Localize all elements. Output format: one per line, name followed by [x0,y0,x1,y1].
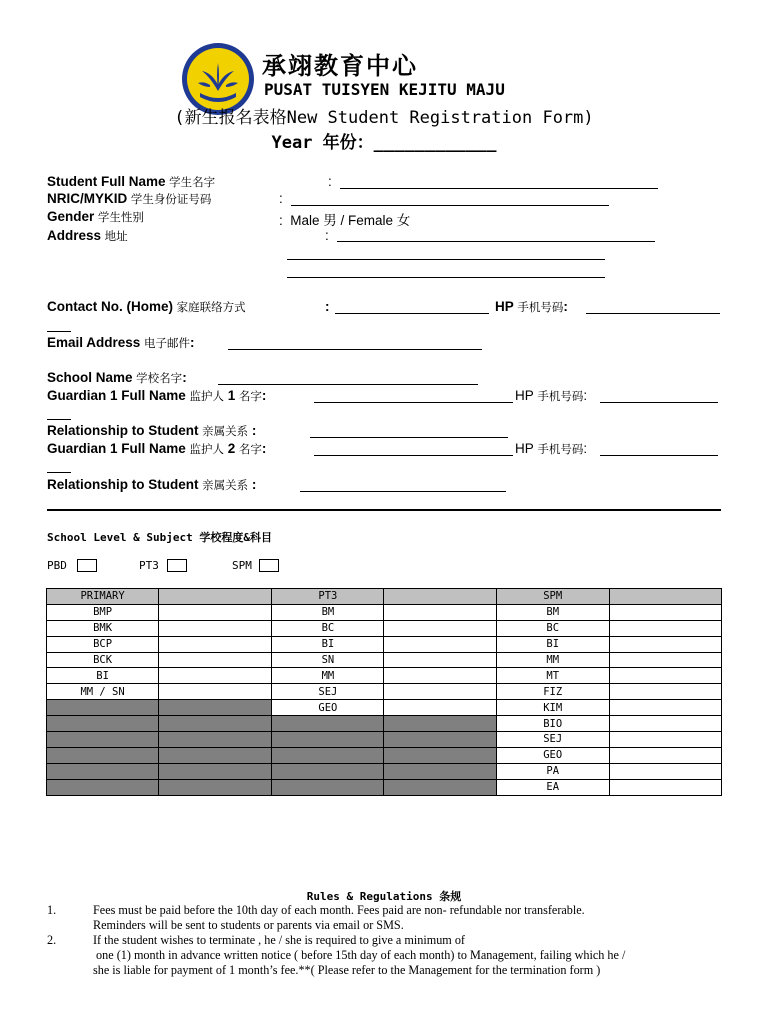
blank-shaded-cell [272,747,384,763]
contact-home-colon: : [325,299,330,314]
hp-field[interactable] [586,313,720,314]
guardian2-name-field[interactable] [314,455,513,456]
blank-shaded-cell [384,779,496,795]
selection-cell[interactable] [159,620,272,636]
table-row [47,716,722,732]
blank-shaded-cell [159,779,272,795]
pt3-subject-cell: SEJ [272,684,384,700]
selection-cell[interactable] [159,652,272,668]
selection-cell[interactable] [609,763,721,779]
selection-cell[interactable] [609,636,721,652]
blank-shaded-cell [272,716,384,732]
blank-shaded-cell [47,732,159,748]
spm-subject-cell: BI [496,636,609,652]
spm-subject-cell: BM [496,604,609,620]
level-section-title: School Level & Subject 学校程度&科目 [47,531,272,544]
selection-cell[interactable] [159,604,272,620]
guardian1-name-field[interactable] [314,402,513,403]
table-row [47,747,722,763]
selection-cell[interactable] [609,779,721,795]
rule-1-line-2: Reminders will be sent to students or parents via email or SMS. [93,918,404,932]
table-row [47,636,722,652]
pt3-checkbox[interactable] [167,559,187,572]
gender-label: Gender 学生性别 [47,209,144,224]
form-title: (新生报名表格New Student Registration Form) [174,108,594,128]
table-row [47,779,722,795]
primary-subject-cell: BI [47,668,159,684]
spm-subject-cell: MM [496,652,609,668]
blank-shaded-cell [47,747,159,763]
selection-cell[interactable] [609,652,721,668]
spm-subject-cell: FIZ [496,684,609,700]
student-name-label: Student Full Name 学生名字 [47,174,216,189]
blank-shaded-cell [47,700,159,716]
selection-cell[interactable] [159,668,272,684]
guardian1-hp-overflow[interactable] [47,419,71,420]
school-name-label: School Name 学校名字: [47,370,187,385]
address-field-line-2[interactable] [287,259,605,260]
table-row [47,652,722,668]
rule-2-line-3: she is liable for payment of 1 month’s fee.**( Please refer to the Management for the termination form ) [93,963,601,977]
primary-subject-cell: BCP [47,636,159,652]
pt3-subject-cell: BM [272,604,384,620]
hp-field-overflow[interactable] [47,331,71,332]
student-name-field[interactable] [340,188,658,189]
blank-shaded-cell [47,763,159,779]
primary-subject-cell: BCK [47,652,159,668]
selection-cell[interactable] [159,684,272,700]
address-field-line-1[interactable] [337,241,655,242]
table-header-cell [159,589,272,605]
selection-cell[interactable] [384,620,496,636]
selection-cell[interactable] [609,747,721,763]
section-divider [47,509,721,511]
relationship1-field[interactable] [310,437,508,438]
table-row [47,604,722,620]
selection-cell[interactable] [384,636,496,652]
selection-cell[interactable] [384,604,496,620]
spm-subject-cell: PA [496,763,609,779]
table-header-cell: PRIMARY [47,589,159,605]
center-name-chinese: 承翊教育中心 [262,51,418,80]
blank-shaded-cell [47,716,159,732]
primary-subject-cell: BMK [47,620,159,636]
pt3-subject-cell: SN [272,652,384,668]
address-label: Address 地址 [47,228,128,243]
table-row [47,700,722,716]
table-header-cell: SPM [496,589,609,605]
selection-cell[interactable] [384,700,496,716]
spm-subject-cell: GEO [496,747,609,763]
guardian2-hp-field[interactable] [600,455,718,456]
table-row [47,732,722,748]
selection-cell[interactable] [609,732,721,748]
student-name-colon: : [328,174,332,189]
table-row [47,620,722,636]
blank-shaded-cell [384,747,496,763]
nric-label: NRIC/MYKID 学生身份证号码 [47,191,212,206]
rule-2-line-2: one (1) month in advance written notice ( before 15th day of each month) to Management, failing which he / [93,948,626,962]
hp-label: HP 手机号码: [495,299,568,314]
guardian1-label: Guardian 1 Full Name 监护人 1 名字: [47,388,267,403]
blank-shaded-cell [159,747,272,763]
spm-subject-cell: EA [496,779,609,795]
selection-cell[interactable] [609,620,721,636]
selection-cell[interactable] [609,716,721,732]
table-header-cell [609,589,721,605]
email-label: Email Address 电子邮件: [47,335,195,350]
rule-1-line-1: Fees must be paid before the 10th day of each month. Fees paid are non- refundable nor transferable. [93,903,585,917]
blank-shaded-cell [272,779,384,795]
guardian1-hp-field[interactable] [600,402,718,403]
selection-cell[interactable] [609,668,721,684]
rule-2-number: 2. [47,933,57,947]
guardian1-hp-label: HP 手机号码: [515,388,588,403]
selection-cell[interactable] [384,684,496,700]
blank-shaded-cell [159,716,272,732]
pt3-label: PT3 [139,559,159,572]
pbd-label: PBD [47,559,67,572]
selection-cell[interactable] [609,684,721,700]
spm-subject-cell: KIM [496,700,609,716]
relationship2-field[interactable] [300,491,506,492]
table-row [47,763,722,779]
pt3-subject-cell: BC [272,620,384,636]
blank-shaded-cell [159,763,272,779]
email-field[interactable] [228,349,482,350]
primary-subject-cell: MM / SN [47,684,159,700]
address-colon: : [325,228,329,243]
selection-cell[interactable] [384,652,496,668]
pt3-subject-cell: MM [272,668,384,684]
relationship1-label: Relationship to Student 亲属关系 : [47,423,257,438]
blank-shaded-cell [272,763,384,779]
spm-subject-cell: BIO [496,716,609,732]
pt3-subject-cell: BI [272,636,384,652]
selection-cell[interactable] [609,700,721,716]
guardian2-hp-label: HP 手机号码: [515,441,588,456]
blank-shaded-cell [272,732,384,748]
nric-colon: : [279,191,283,206]
contact-home-field[interactable] [335,313,489,314]
rule-1-number: 1. [47,903,57,917]
table-header-row [47,589,722,605]
blank-shaded-cell [384,732,496,748]
spm-subject-cell: BC [496,620,609,636]
school-name-field[interactable] [218,384,478,385]
table-header-cell [384,589,496,605]
selection-cell[interactable] [609,604,721,620]
table-row [47,684,722,700]
relationship2-label: Relationship to Student 亲属关系 : [47,477,257,492]
subject-table [46,588,722,796]
pt3-subject-cell: GEO [272,700,384,716]
contact-home-label: Contact No. (Home) 家庭联络方式 [47,299,246,314]
nric-field[interactable] [291,205,609,206]
spm-subject-cell: SEJ [496,732,609,748]
address-field-line-3[interactable] [287,277,605,278]
center-name-english: PUSAT TUISYEN KEJITU MAJU [264,80,505,99]
pbd-checkbox[interactable] [77,559,97,572]
primary-subject-cell: BMP [47,604,159,620]
blank-shaded-cell [47,779,159,795]
selection-cell[interactable] [384,668,496,684]
blank-shaded-cell [384,716,496,732]
table-header-cell: PT3 [272,589,384,605]
rules-title: Rules & Regulations 条规 [306,890,462,903]
blank-shaded-cell [159,700,272,716]
blank-shaded-cell [159,732,272,748]
rule-2-line-1: If the student wishes to terminate , he / she is required to give a minimum of [93,933,465,947]
guardian2-label: Guardian 1 Full Name 监护人 2 名字: [47,441,267,456]
table-row [47,668,722,684]
spm-checkbox[interactable] [259,559,279,572]
guardian2-hp-overflow[interactable] [47,472,71,473]
blank-shaded-cell [384,763,496,779]
spm-label: SPM [232,559,252,572]
gender-field[interactable]: : Male 男 / Female 女 [279,213,411,228]
spm-subject-cell: MT [496,668,609,684]
year-field[interactable]: Year 年份：____________ [271,133,497,153]
selection-cell[interactable] [159,636,272,652]
